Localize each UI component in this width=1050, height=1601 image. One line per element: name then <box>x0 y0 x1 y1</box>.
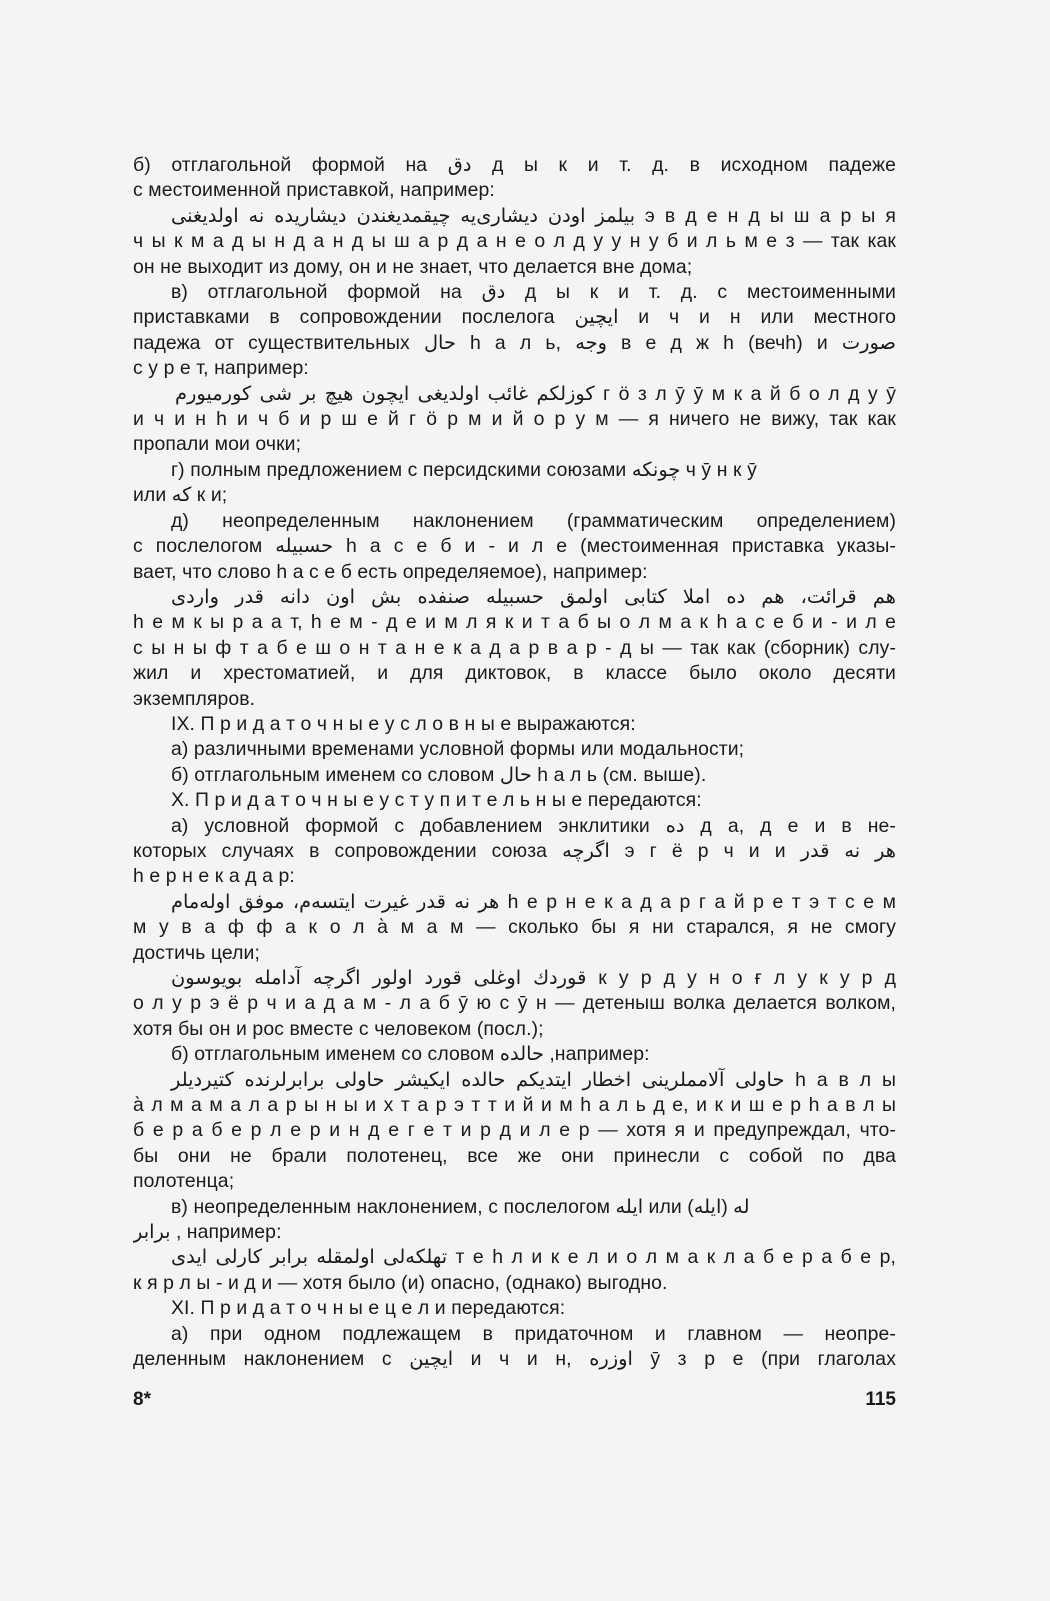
text-line: полотенца; <box>133 1170 235 1193</box>
text-line: هر نه قدر غیرت ایتسه‌م، موفق اوله‌مام h е р н е к а д а р г а й р е т э т с е м <box>171 890 896 913</box>
text-line: которых случаях в сопровождении союза اگرچه э г ё р ч и и هر نه قدر <box>133 839 896 862</box>
signature-mark: 8* <box>133 1389 151 1410</box>
text-line: б) отглагольным именем со словом حال h а л ь (см. выше). <box>171 763 707 786</box>
text-line: قوردك اوغلی قورد اولور اگرچه آدامله بویوسون к у р д у н о ғ л у к у р д <box>171 967 896 989</box>
text-line: б е р а б е р л е р и н д е г е т и р д и л е р — хотя я и предупреждал, что- <box>133 1119 896 1142</box>
text-line: м у в а ф ф а к о л а̀ м а м — сколько бы я ни старался, я не смогу <box>133 916 896 939</box>
text-line: X. П р и д а т о ч н ы е у с т у п и т е л ь н ы е передаются: <box>171 789 702 812</box>
text-line: г) полным предложением с персидскими союзами چونکه ч ӯ н к ӯ <box>171 458 757 481</box>
text-line: деленным наклонением с ایچین и ч и н, اوزره ӯ з р е (при глаголах <box>133 1348 896 1371</box>
text-line: о л у р э ё р ч и а д а м - л а б ӯ ю с ӯ н — детеныш волка делается волком, <box>133 992 896 1015</box>
text-line: а̀ л м а м а л а р ы н ы и х т а р э т т и й и м h а л ь д е, и к и ш е р h а в л ы <box>133 1094 896 1117</box>
text-line: бы они не брали полотенец, все же они принесли с собой по два <box>133 1144 896 1167</box>
text-line: а) различными временами условной формы или модальности; <box>171 738 745 761</box>
text-line: ч ы к м а д ы н д а н д ы ш а р д а н е о л д у у н у б и л ь м е з — так как <box>133 230 896 253</box>
text-line: он не выходит из дому, он и не знает, что делается вне дома; <box>133 255 693 278</box>
body-text <box>133 153 896 1373</box>
text-line: пропали мои очки; <box>133 433 302 456</box>
text-line: д) неопределенным наклонением (грамматическим определением) <box>171 509 896 532</box>
page-number: 115 <box>865 1389 896 1410</box>
text-line: h е м к ы р а а т, h е м - д е и м л я к и т а б ы о л м а к h а с е б и - и л е <box>133 611 896 634</box>
text-line: в) отглагольной формой на دق д ы к и т. д. с местоименными <box>171 281 896 304</box>
text-line: h е р н е к а д а р: <box>133 865 295 888</box>
text-line: کوزلکم غائب اولدیغی ایچون هیچ بر شی کورمیورم г ö з л ӯ ӯ м к а й б о л д у ӯ <box>175 382 896 405</box>
text-line: с ы н ы ф т а б е ш о н т а н е к а д а р в а р - д ы — так как (сборник) слу- <box>133 636 896 659</box>
text-line: حاولی آلامملرینی اخطار ایتدیکم حالده ایکیشر حاولی برابرلرنده کتیردیلر h а в л ы <box>171 1068 896 1091</box>
text-line: в) неопределенным наклонением, с послелогом ایله или له (ایله) <box>171 1195 750 1218</box>
text-line: а) условной формой с добавлением энклитики ده д а, д е и в не- <box>171 814 896 837</box>
text-line: XI. П р и д а т о ч н ы е ц е л и передаются: <box>171 1297 566 1320</box>
text-line: تهلکه‌لی اولمقله برابر کارلی ایدی т е h л и к е л и о л м а к л а б е р а б е р, <box>171 1246 896 1269</box>
text-line: برابر , например: <box>133 1221 282 1244</box>
text-line: с местоименной приставкой, например: <box>133 179 495 202</box>
text-line: б) отглагольной формой на دق д ы к и т. д. в исходном падеже <box>133 154 896 176</box>
text-line: или که к и; <box>133 484 228 507</box>
text-line: вает, что слово h а с е б есть определяемое), например: <box>133 560 648 583</box>
text-line: بیلمز اودن دیشاری‌یه چیقمدیغندن دیشاریده نه اولدیغنی э в д е н д ы ш а р ы я <box>171 204 896 227</box>
text-line: и ч и н h и ч б и р ш е й г ö р м и й о р у м — я ничего не вижу, так как <box>133 408 896 431</box>
text-line: приставками в сопровождении послелога ایچین и ч и н или местного <box>133 306 896 329</box>
text-line: хотя бы он и рос вместе с человеком (посл.); <box>133 1017 544 1040</box>
text-line: достичь цели; <box>133 941 260 964</box>
text-line: к я р л ы - и д и — хотя было (и) опасно, (однако) выгодно. <box>133 1271 668 1294</box>
text-line: IX. П р и д а т о ч н ы е у с л о в н ы е выражаются: <box>171 712 636 735</box>
text-line: падежа от существительных حال h а л ь, وجه в е д ж h (вечh) и صورت <box>133 331 896 354</box>
text-line: жил и хрестоматией, и для диктовок, в классе было около десяти <box>133 662 896 685</box>
text-line: с послелогом حسبیله h а с е б и - и л е (местоименная приставка указы- <box>133 535 896 558</box>
text-line: а) при одном подлежащем в придаточном и главном — неопре- <box>171 1322 896 1345</box>
text-line: экземпляров. <box>133 687 256 710</box>
text-line: هم قرائت، هم ده املا کتابی اولمق حسبیله صنفده بش اون دانه قدر واردی <box>171 585 896 608</box>
text-line: б) отглагольным именем со словом حالده ,например: <box>171 1043 650 1066</box>
text-line: с у р е т, например: <box>133 357 309 380</box>
